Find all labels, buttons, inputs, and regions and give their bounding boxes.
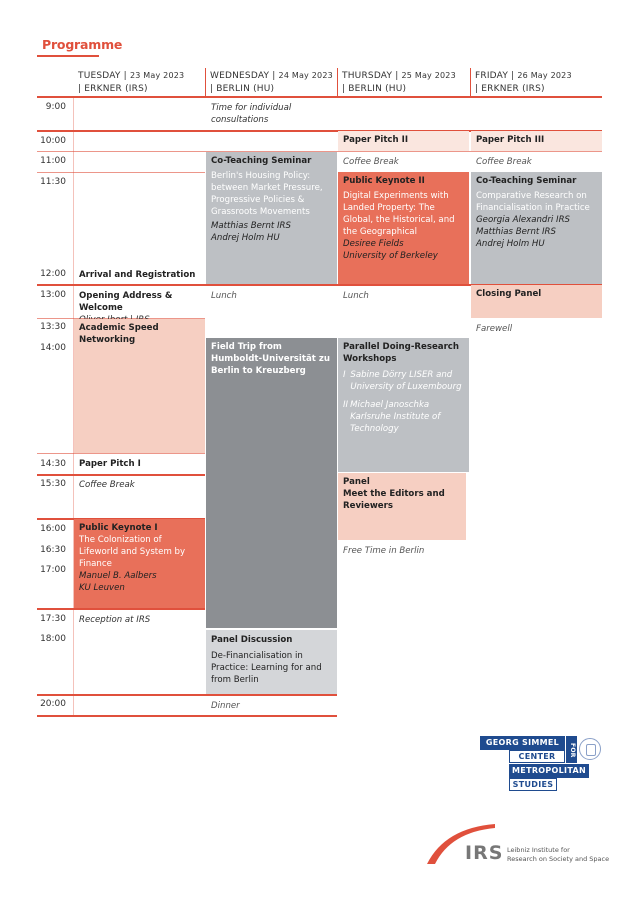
wed-field-trip: Field Trip from Humboldt-Universität zu Berlin to Kreuzberg — [206, 338, 337, 628]
time-label: 14:30 — [40, 459, 66, 469]
time-label: 18:00 — [40, 634, 66, 644]
fri-coffee: Coffee Break — [476, 157, 532, 167]
tue-keynote-affiliation: KU Leuven — [79, 583, 125, 593]
title-underline — [37, 55, 99, 57]
wed-dinner: Dinner — [211, 701, 240, 711]
thu-workshop-item: I Sabine Dörry LISER and University of Luxembourg — [343, 370, 462, 392]
time-label: 17:30 — [40, 614, 66, 624]
thu-free-time: Free Time in Berlin — [343, 546, 425, 556]
tue-keynote-title: The Colonization of Lifeworld and System by Finance — [79, 535, 186, 569]
wed-panel — [206, 630, 337, 694]
fri-closing-panel: Closing Panel — [471, 285, 602, 318]
time-label: 13:00 — [40, 290, 66, 300]
day-header-wednesday: WEDNESDAY | 24 May 2023 | BERLIN (HU) — [210, 71, 333, 94]
day-header-friday: FRIDAY | 26 May 2023 | ERKNER (IRS) — [475, 71, 572, 94]
tue-keynote-speaker: Manuel B. Aalbers — [79, 571, 157, 581]
thu-keynote-affiliation: University of Berkeley — [343, 251, 438, 261]
tue-speed-networking: Academic Speed Networking — [74, 319, 205, 453]
irs-logo-text: IRS — [465, 842, 504, 864]
fri-seminar-label: Co-Teaching Seminar — [476, 176, 577, 186]
gsc-logo-line: CENTER — [509, 750, 565, 763]
thu-panel-title: Meet the Editors and Reviewers — [343, 489, 445, 511]
time-label: 11:30 — [40, 177, 66, 187]
time-label: 20:00 — [40, 699, 66, 709]
header-divider — [470, 68, 471, 96]
irs-logo-caption: Leibniz Institute for Research on Society and Space — [507, 846, 610, 863]
time-label: 11:00 — [40, 156, 66, 166]
time-label: 9:00 — [45, 102, 66, 112]
tue-arrival: Arrival and Registration — [79, 270, 196, 280]
tue-coffee: Coffee Break — [79, 480, 135, 490]
tue-opening-title: Opening Address & Welcome — [79, 291, 173, 313]
university-seal-icon — [579, 738, 601, 760]
wed-lunch: Lunch — [211, 291, 237, 301]
wed-panel-label: Panel Discussion — [211, 635, 293, 645]
irs-logo — [425, 820, 625, 870]
wed-seminar — [206, 152, 337, 284]
row-rule — [37, 172, 205, 173]
tue-keynote — [74, 519, 205, 608]
time-label: 17:00 — [40, 565, 66, 575]
thu-paper-pitch: Paper Pitch II — [338, 131, 469, 151]
thu-keynote-speaker: Desiree Fields — [343, 239, 404, 249]
time-label: 16:30 — [40, 545, 66, 555]
row-rule — [37, 96, 602, 98]
time-label: 12:00 — [40, 269, 66, 279]
thu-panel-label: Panel — [343, 477, 370, 487]
gsc-logo-line: METROPOLITAN — [509, 764, 589, 778]
fri-seminar — [471, 172, 602, 284]
fri-seminar-speaker: Georgia Alexandri IRS — [476, 215, 570, 225]
thu-workshops — [338, 338, 469, 472]
tue-opening — [74, 287, 205, 317]
row-rule — [37, 715, 337, 717]
gsc-logo-line: STUDIES — [509, 778, 557, 791]
thu-workshops-label: Parallel Doing-Research Workshops — [343, 342, 460, 364]
fri-seminar-speaker: Andrej Holm HU — [476, 239, 545, 249]
thu-panel — [338, 473, 466, 540]
wed-seminar-label: Co-Teaching Seminar — [211, 156, 312, 166]
day-header-thursday: THURSDAY | 25 May 2023 | BERLIN (HU) — [342, 71, 456, 94]
time-label: 15:30 — [40, 479, 66, 489]
day-header-tuesday: TUESDAY | 23 May 2023 | ERKNER (IRS) — [78, 71, 185, 94]
gsc-logo-line: FOR — [566, 736, 577, 763]
tue-reception: Reception at IRS — [79, 615, 151, 625]
thu-keynote-title: Digital Experiments with Landed Property: The Global, the Historical, and the Geographical — [343, 191, 455, 237]
gsc-logo-line: GEORG SIMMEL — [480, 736, 565, 750]
gsc-logo — [480, 736, 600, 796]
time-label: 14:00 — [40, 343, 66, 353]
time-label: 10:00 — [40, 136, 66, 146]
wed-panel-title: De-Financialisation in Practice: Learning for and from Berlin — [211, 651, 322, 685]
row-rule — [37, 608, 205, 610]
thu-keynote — [338, 172, 469, 284]
page-title: Programme — [42, 37, 123, 52]
thu-lunch: Lunch — [343, 291, 369, 301]
fri-farewell: Farewell — [476, 324, 513, 334]
fri-paper-pitch: Paper Pitch III — [471, 131, 602, 151]
wed-seminar-speaker: Matthias Bernt IRS — [211, 221, 291, 231]
wed-consultations: Time for individual consultations — [211, 103, 292, 125]
thu-keynote-label: Public Keynote II — [343, 176, 425, 186]
time-label: 16:00 — [40, 524, 66, 534]
thu-workshop-item: II Michael Janoschka Karlsruhe Institute of Technology — [343, 400, 441, 434]
tue-paper-pitch: Paper Pitch I — [79, 459, 141, 469]
fri-seminar-title: Comparative Research on Financialisation in Practice — [476, 191, 590, 213]
header-divider — [337, 68, 338, 96]
tue-keynote-label: Public Keynote I — [79, 523, 158, 533]
wed-seminar-speaker: Andrej Holm HU — [211, 233, 280, 243]
row-rule — [37, 453, 205, 454]
wed-seminar-title: Berlin's Housing Policy: between Market Pressure, Progressive Policies & Grassroots Movements — [211, 171, 323, 217]
row-rule — [37, 694, 337, 696]
header-divider — [205, 68, 206, 96]
fri-seminar-speaker: Matthias Bernt IRS — [476, 227, 556, 237]
thu-coffee: Coffee Break — [343, 157, 399, 167]
time-label: 13:30 — [40, 322, 66, 332]
